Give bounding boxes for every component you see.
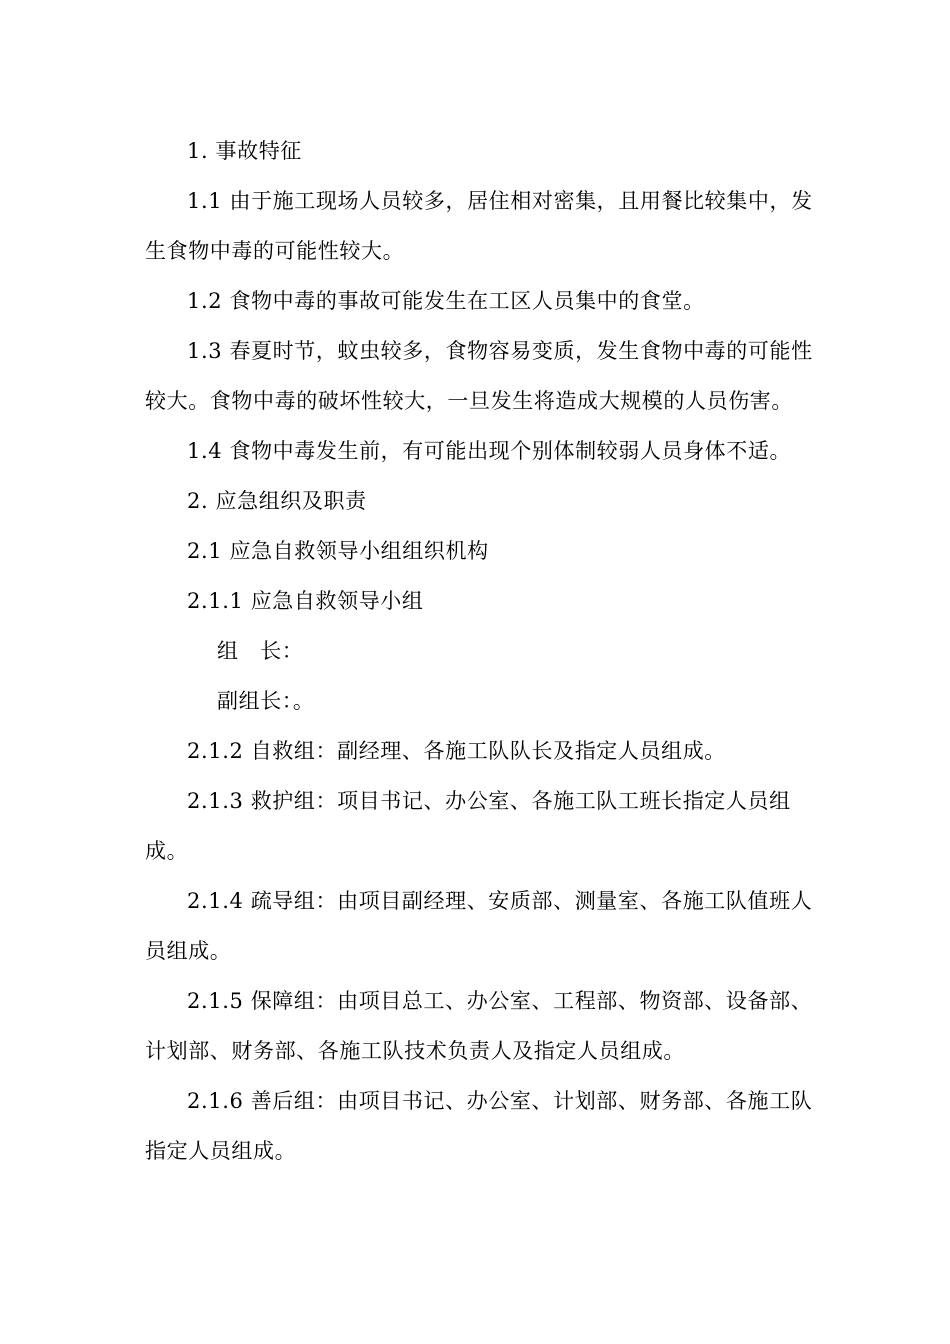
document-body bbox=[145, 126, 825, 1176]
group-leader-line: 组 长： bbox=[217, 639, 304, 663]
section-heading-2: 2. 应急组织及职责 bbox=[187, 489, 367, 513]
paragraph-1-2: 1.2 食物中毒的事故可能发生在工区人员集中的食堂。 bbox=[187, 289, 705, 313]
paragraph-2-1-2: 2.1.2 自救组：副经理、各施工队队长及指定人员组成。 bbox=[187, 739, 726, 763]
paragraph-2-1-6: 2.1.6 善后组：由项目书记、办公室、计划部、财务部、各施工队指定人员组成。 bbox=[145, 1089, 813, 1163]
paragraph-2-1-3: 2.1.3 救护组：项目书记、办公室、各施工队工班长指定人员组成。 bbox=[145, 789, 791, 863]
paragraph-1-3: 1.3 春夏时节，蚊虫较多，食物容易变质，发生食物中毒的可能性较大。食物中毒的破坏性较大，一旦发生将造成大规模的人员伤害。 bbox=[145, 339, 813, 413]
paragraph-2-1: 2.1 应急自救领导小组组织机构 bbox=[187, 539, 489, 563]
paragraph-2-1-5: 2.1.5 保障组：由项目总工、办公室、工程部、物资部、设备部、计划部、财务部、各施工队技术负责人及指定人员组成。 bbox=[145, 989, 813, 1063]
paragraph-2-1-4: 2.1.4 疏导组：由项目副经理、安质部、测量室、各施工队值班人员组成。 bbox=[145, 889, 813, 963]
section-heading-1: 1. 事故特征 bbox=[187, 139, 302, 163]
paragraph-1-4: 1.4 食物中毒发生前，有可能出现个别体制较弱人员身体不适。 bbox=[187, 439, 792, 463]
paragraph-2-1-1: 2.1.1 应急自救领导小组 bbox=[187, 589, 424, 613]
paragraph-1-1: 1.1 由于施工现场人员较多，居住相对密集，且用餐比较集中，发生食物中毒的可能性较大。 bbox=[145, 189, 813, 263]
deputy-leader-line: 副组长：。 bbox=[217, 689, 315, 713]
